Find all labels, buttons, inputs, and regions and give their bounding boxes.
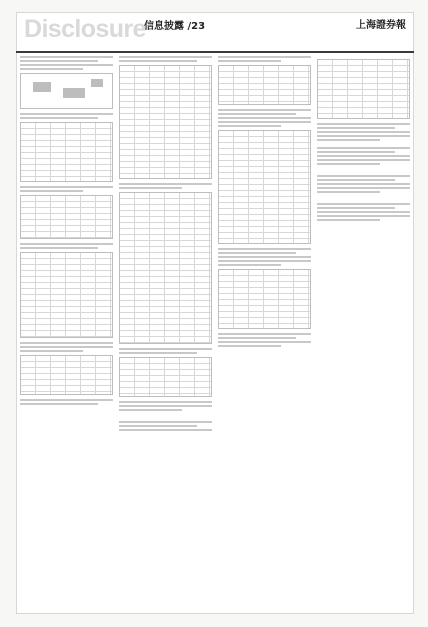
text-line — [20, 56, 113, 58]
table-block — [20, 252, 113, 338]
text-line — [20, 190, 83, 192]
text-line — [218, 264, 281, 266]
table-block — [119, 357, 212, 397]
text-line — [218, 252, 296, 254]
text-line — [20, 68, 83, 70]
text-line — [119, 429, 212, 431]
text-line — [317, 211, 410, 213]
text-line — [218, 256, 311, 258]
text-line — [20, 186, 113, 188]
text-line — [317, 183, 410, 185]
text-line — [218, 109, 311, 111]
brand-title: Disclosure — [24, 15, 146, 43]
table-block — [218, 65, 311, 105]
table-block — [317, 59, 410, 119]
text-line — [218, 117, 311, 119]
column-3 — [218, 56, 311, 604]
text-line — [20, 399, 113, 401]
text-line — [20, 117, 98, 119]
column-4 — [317, 56, 410, 604]
text-line — [20, 60, 98, 62]
text-line — [119, 183, 212, 185]
text-line — [20, 247, 98, 249]
text-line — [317, 131, 410, 133]
text-line — [119, 401, 212, 403]
text-line — [317, 191, 380, 193]
table-block — [218, 130, 311, 244]
column-2 — [119, 56, 212, 604]
text-line — [119, 348, 212, 350]
text-line — [20, 243, 113, 245]
text-line — [20, 342, 113, 344]
text-line — [218, 125, 281, 127]
text-line — [317, 123, 410, 125]
text-line — [218, 345, 281, 347]
text-line — [317, 151, 395, 153]
table-block — [119, 192, 212, 344]
text-line — [218, 337, 296, 339]
text-line — [218, 260, 311, 262]
newspaper-name: 上海證券報 — [356, 20, 406, 31]
table-block — [20, 355, 113, 395]
text-line — [119, 187, 182, 189]
text-line — [218, 341, 311, 343]
text-line — [317, 207, 395, 209]
text-line — [218, 113, 296, 115]
text-line — [317, 215, 410, 217]
text-line — [317, 147, 410, 149]
text-line — [119, 60, 197, 62]
newspaper-page — [16, 12, 414, 614]
text-line — [218, 56, 311, 58]
text-line — [119, 352, 197, 354]
column-1 — [20, 56, 113, 604]
table-block — [218, 269, 311, 329]
text-line — [218, 333, 311, 335]
text-line — [119, 425, 197, 427]
text-line — [20, 403, 98, 405]
text-line — [119, 405, 212, 407]
page-content — [20, 56, 410, 604]
text-line — [317, 179, 395, 181]
text-line — [317, 219, 380, 221]
chart-block — [20, 73, 113, 109]
text-line — [119, 421, 212, 423]
text-line — [317, 135, 410, 137]
text-line — [20, 113, 113, 115]
text-line — [317, 139, 380, 141]
table-block — [119, 65, 212, 179]
table-block — [20, 195, 113, 239]
text-line — [20, 350, 83, 352]
text-line — [218, 121, 311, 123]
section-title: 信息披露 /23 — [144, 21, 206, 32]
text-line — [20, 346, 113, 348]
table-block — [20, 122, 113, 182]
text-line — [317, 163, 380, 165]
text-line — [20, 64, 113, 66]
text-line — [317, 127, 395, 129]
text-line — [317, 175, 410, 177]
text-line — [119, 409, 182, 411]
text-line — [317, 155, 410, 157]
text-line — [218, 248, 311, 250]
text-line — [317, 187, 410, 189]
text-line — [317, 159, 410, 161]
masthead — [16, 12, 414, 53]
text-line — [119, 56, 212, 58]
text-line — [317, 203, 410, 205]
text-line — [218, 60, 281, 62]
